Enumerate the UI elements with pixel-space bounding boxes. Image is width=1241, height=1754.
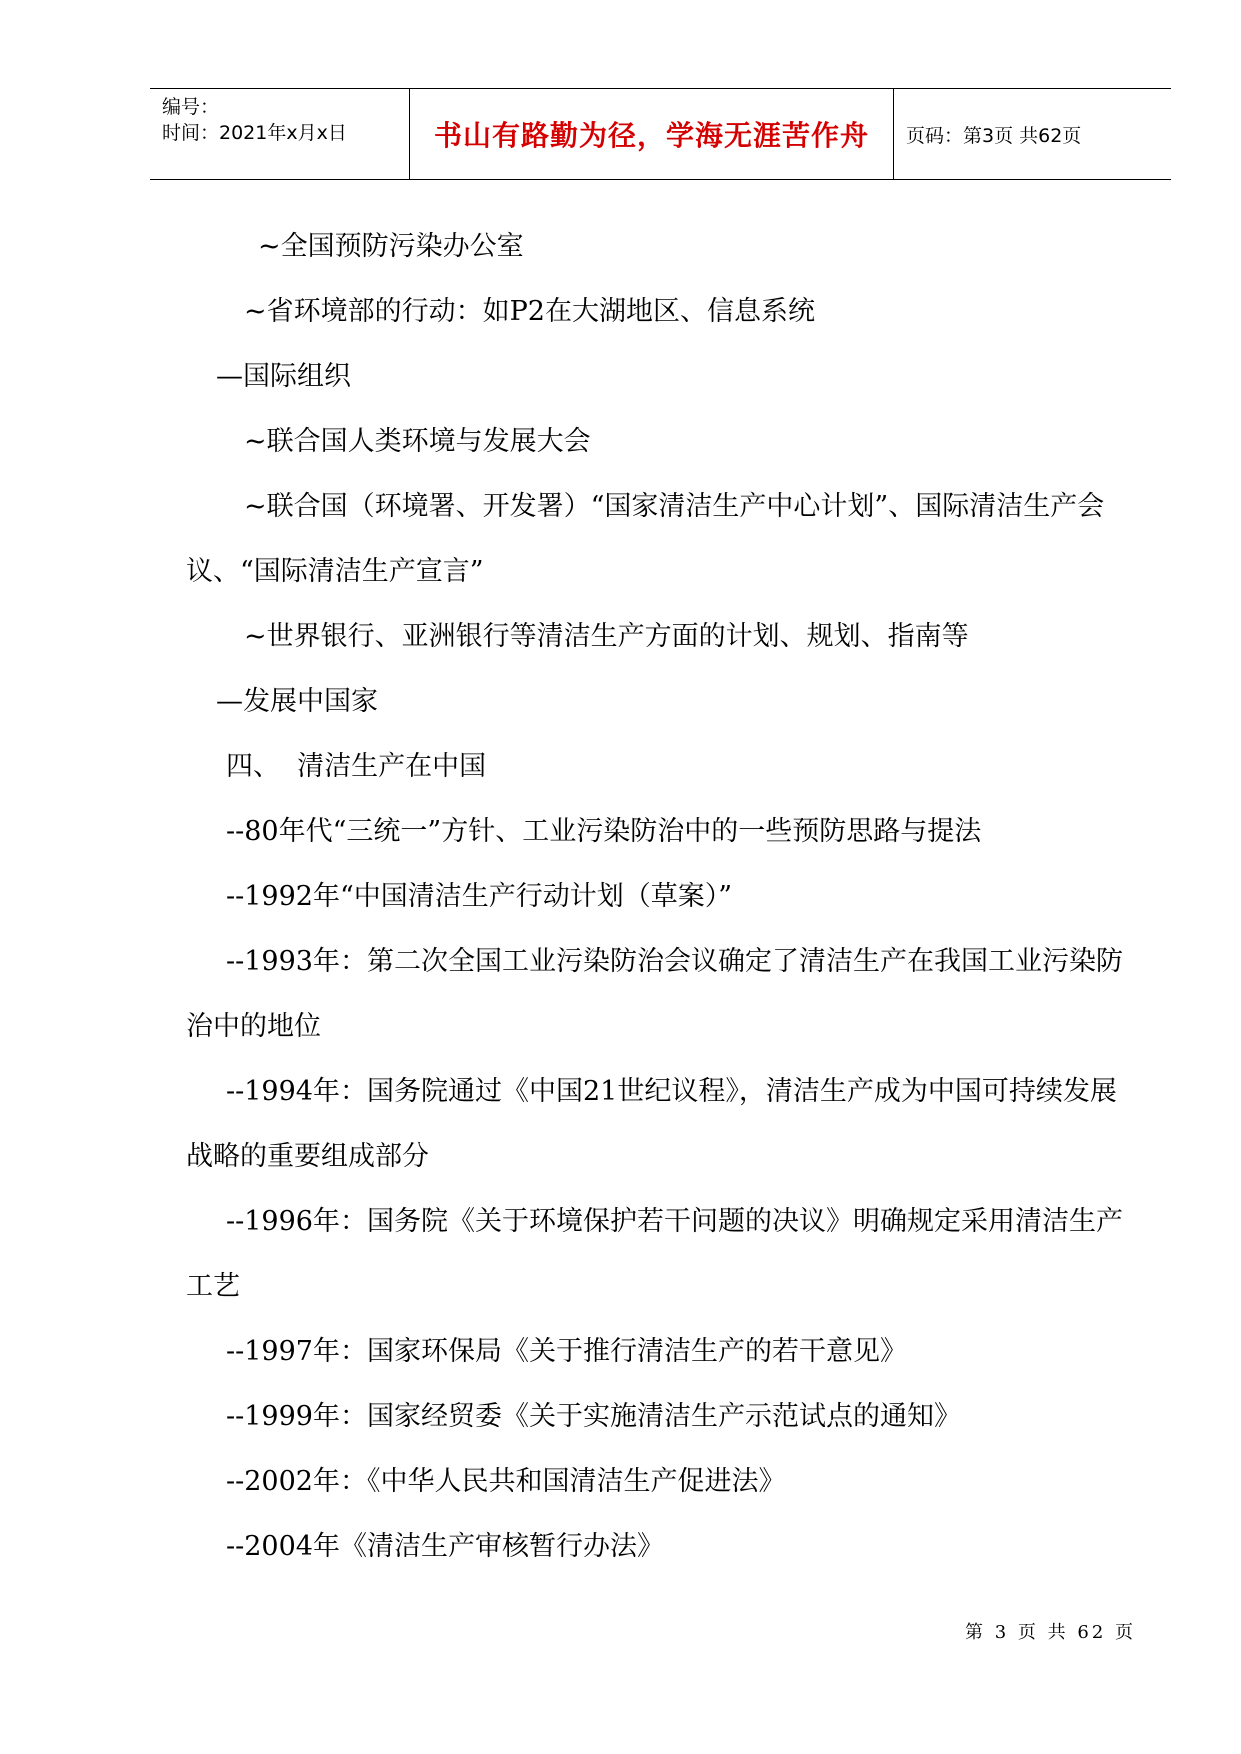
- section-heading: 四、 清洁生产在中国: [226, 751, 487, 782]
- document-time: 时间：2021年x月x日: [162, 122, 347, 144]
- body-line: --1994年：国务院通过《中国21世纪议程》，清洁生产成为中国可持续发展战略的重要组成部分: [186, 1076, 1117, 1172]
- body-line: --1993年：第二次全国工业污染防治会议确定了清洁生产在我国工业污染防治中的地位: [186, 946, 1123, 1042]
- body-line: --1997年：国家环保局《关于推行清洁生产的若干意见》: [226, 1336, 907, 1367]
- body-line: ~世界银行、亚洲银行等清洁生产方面的计划、规划、指南等: [244, 621, 969, 652]
- header-divider: [893, 89, 894, 179]
- body-line: --2004年《清洁生产审核暂行办法》: [226, 1531, 664, 1562]
- body-line: —发展中国家: [216, 686, 378, 717]
- body-line: ~全国预防污染办公室: [258, 231, 524, 262]
- body-line: —国际组织: [216, 361, 351, 392]
- header-page-number: 页码：第3页 共62页: [906, 124, 1082, 147]
- body-line: --1999年：国家经贸委《关于实施清洁生产示范试点的通知》: [226, 1401, 961, 1432]
- body-line: --2002年：《中华人民共和国清洁生产促进法》: [226, 1466, 786, 1497]
- body-line: --80年代“三统一”方针、工业污染防治中的一些预防思路与提法: [226, 816, 982, 847]
- body-line: ~联合国人类环境与发展大会: [244, 426, 591, 457]
- body-line: ~省环境部的行动：如P2在大湖地区、信息系统: [244, 296, 815, 327]
- page-footer: 第 3 页 共 62 页: [965, 1622, 1136, 1643]
- body-line: --1996年：国务院《关于环境保护若干问题的决议》明确规定采用清洁生产工艺: [186, 1206, 1123, 1302]
- header-motto: 书山有路勤为径，学海无涯苦作舟: [433, 119, 869, 152]
- document-number: 编号：: [162, 96, 220, 118]
- body-line: --1992年“中国清洁生产行动计划（草案）”: [226, 881, 733, 912]
- document-body: [186, 214, 1136, 1579]
- page-header: [150, 88, 1171, 180]
- body-line: ~联合国（环境署、开发署）“国家清洁生产中心计划”、国际清洁生产会议、“国际清洁生产宣言”: [186, 491, 1105, 587]
